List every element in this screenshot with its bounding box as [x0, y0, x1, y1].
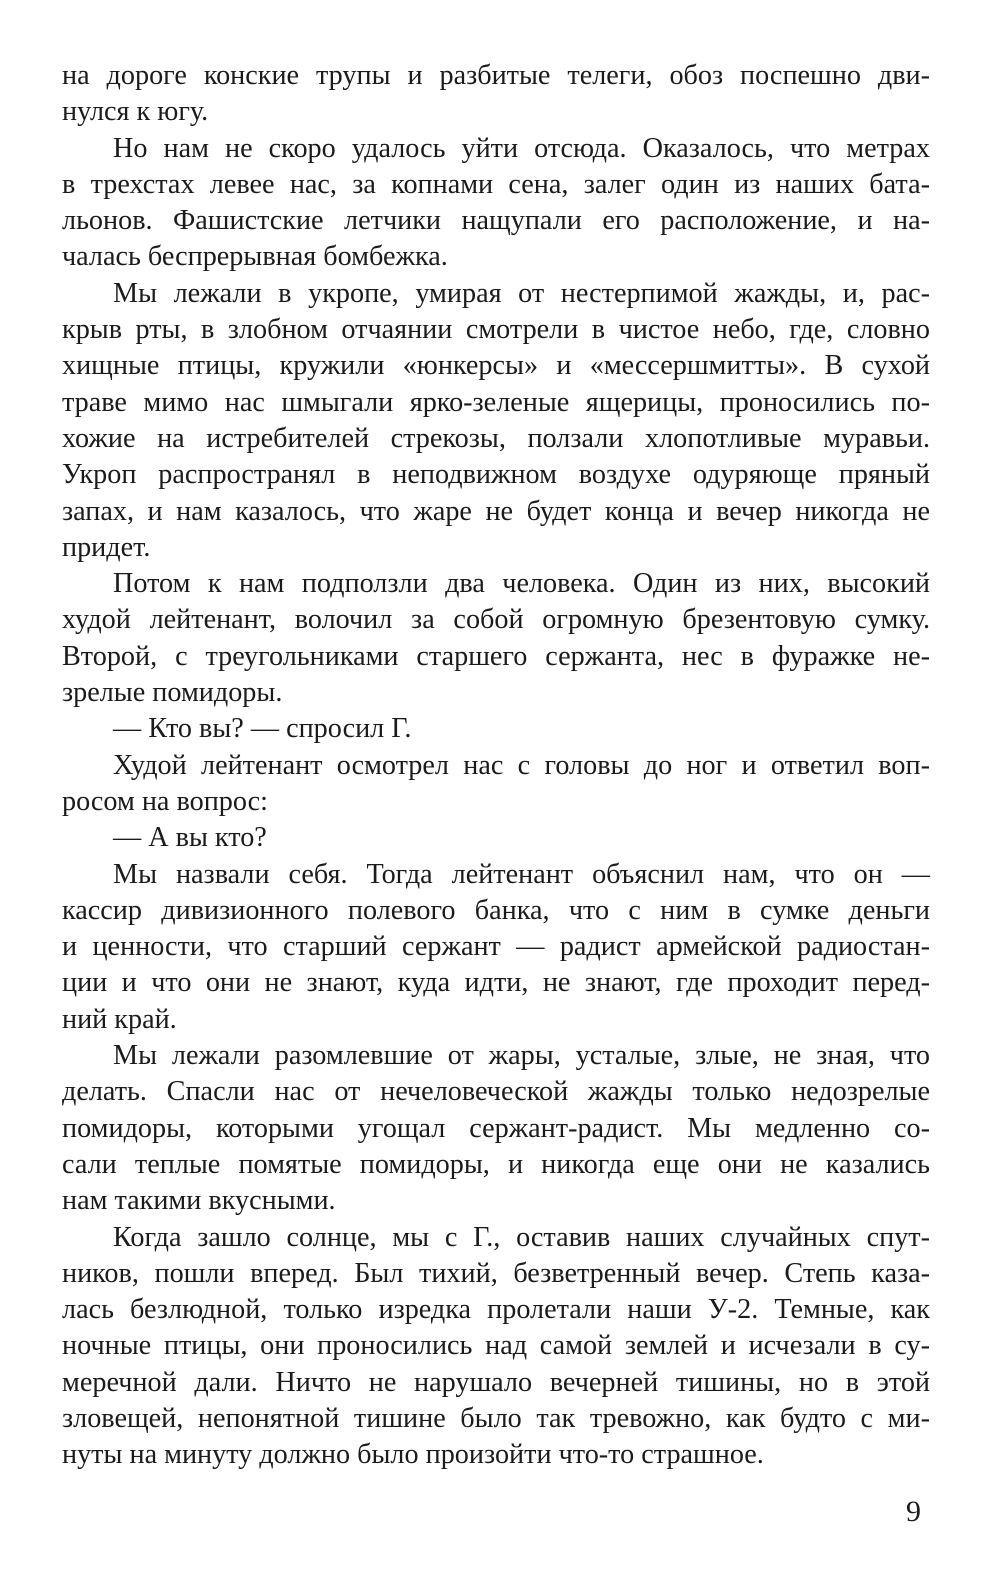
text-line: нулся к югу. — [62, 96, 209, 128]
paragraph — [62, 1038, 930, 1219]
text-line: росом на вопрос: — [62, 785, 269, 817]
text-line: Потом к нам подползли два человека. Один из них, высокий — [113, 568, 930, 600]
text-line: ников, пошли вперед. Был тихий, безветренный вечер. Степь каза- — [62, 1257, 930, 1289]
text-line: — А вы кто? — [113, 822, 267, 854]
text-line: лась безлюдной, только изредка пролетали наши У-2. Темные, как — [62, 1294, 930, 1326]
text-line: ний край. — [62, 1003, 177, 1035]
text-line: ночные птицы, они проносились над самой землей и исчезали в су- — [62, 1330, 930, 1362]
text-line: кассир дивизионного полевого банка, что с ним в сумке деньги — [62, 894, 930, 926]
paragraph — [62, 566, 930, 711]
text-line: на дороге конские трупы и разбитые телеги, обоз поспешно дви- — [62, 60, 930, 91]
paragraph — [62, 748, 930, 821]
paragraph — [62, 58, 930, 131]
paragraph — [62, 1220, 930, 1474]
paragraph — [62, 711, 930, 747]
text-line: зрелые помидоры. — [62, 677, 283, 709]
text-line: — Кто вы? — спросил Г. — [113, 713, 412, 745]
text-line: Мы назвали себя. Тогда лейтенант объяснил нам, что он — — [113, 858, 930, 890]
page-number: 9 — [906, 1495, 921, 1528]
text-line: в трехстах левее нас, за копнами сена, залег один из наших бата- — [62, 168, 930, 200]
text-line: сали теплые помятые помидоры, и никогда еще они не казались — [62, 1148, 930, 1180]
text-line: Худой лейтенант осмотрел нас с головы до ног и ответил воп- — [113, 749, 930, 781]
text-line: Но нам не скоро удалось уйти отсюда. Оказалось, что метрах — [113, 132, 930, 164]
text-line: и ценности, что старший сержант — радист армейской радиостан- — [62, 931, 930, 963]
paragraph — [62, 276, 930, 566]
text-line: Мы лежали в укропе, умирая от нестерпимой жажды, и, рас- — [113, 277, 930, 309]
text-line: запах, и нам казалось, что жаре не будет конца и вечер никогда не — [62, 495, 930, 527]
text-line: льонов. Фашистские летчики нащупали его расположение, и на- — [62, 205, 930, 237]
text-line: помидоры, которыми угощал сержант-радист. Мы медленно со- — [62, 1112, 930, 1144]
text-line: чалась беспрерывная бомбежка. — [62, 241, 448, 273]
text-line: нам такими вкусными. — [62, 1185, 336, 1217]
text-line: Укроп распространял в неподвижном воздухе одуряюще пряный — [62, 459, 930, 491]
text-line: траве мимо нас шмыгали ярко-зеленые ящерицы, проносились по- — [62, 386, 930, 418]
text-line: хищные птицы, кружили «юнкерсы» и «мессершмитты». В сухой — [62, 350, 930, 382]
text-line: делать. Спасли нас от нечеловеческой жажды только недозрелые — [62, 1076, 930, 1108]
text-line: Второй, с треугольниками старшего сержанта, нес в фуражке не- — [62, 640, 930, 672]
text-line: нуты на минуту должно было произойти что-то страшное. — [62, 1439, 764, 1471]
text-line: меречной дали. Ничто не нарушало вечерней тишины, но в этой — [62, 1366, 930, 1398]
text-line: Мы лежали разомлевшие от жары, усталые, злые, не зная, что — [113, 1040, 930, 1072]
text-line: ции и что они не знают, куда идти, не знают, где проходит перед- — [62, 967, 930, 999]
text-line: зловещей, непонятной тишине было так тревожно, как будто с ми- — [62, 1402, 930, 1434]
text-line: хожие на истребителей стрекозы, ползали хлопотливые муравьи. — [62, 422, 930, 454]
text-line: Когда зашло солнце, мы с Г., оставив наших случайных спут- — [113, 1221, 930, 1253]
text-line: придет. — [62, 531, 151, 563]
text-line: худой лейтенант, волочил за собой огромную брезентовую сумку. — [62, 604, 930, 636]
paragraph — [62, 820, 930, 856]
text-line: крыв рты, в злобном отчаянии смотрели в чистое небо, где, словно — [62, 314, 930, 346]
paragraph — [62, 131, 930, 276]
paragraph — [62, 857, 930, 1038]
book-page-text — [62, 58, 930, 1474]
